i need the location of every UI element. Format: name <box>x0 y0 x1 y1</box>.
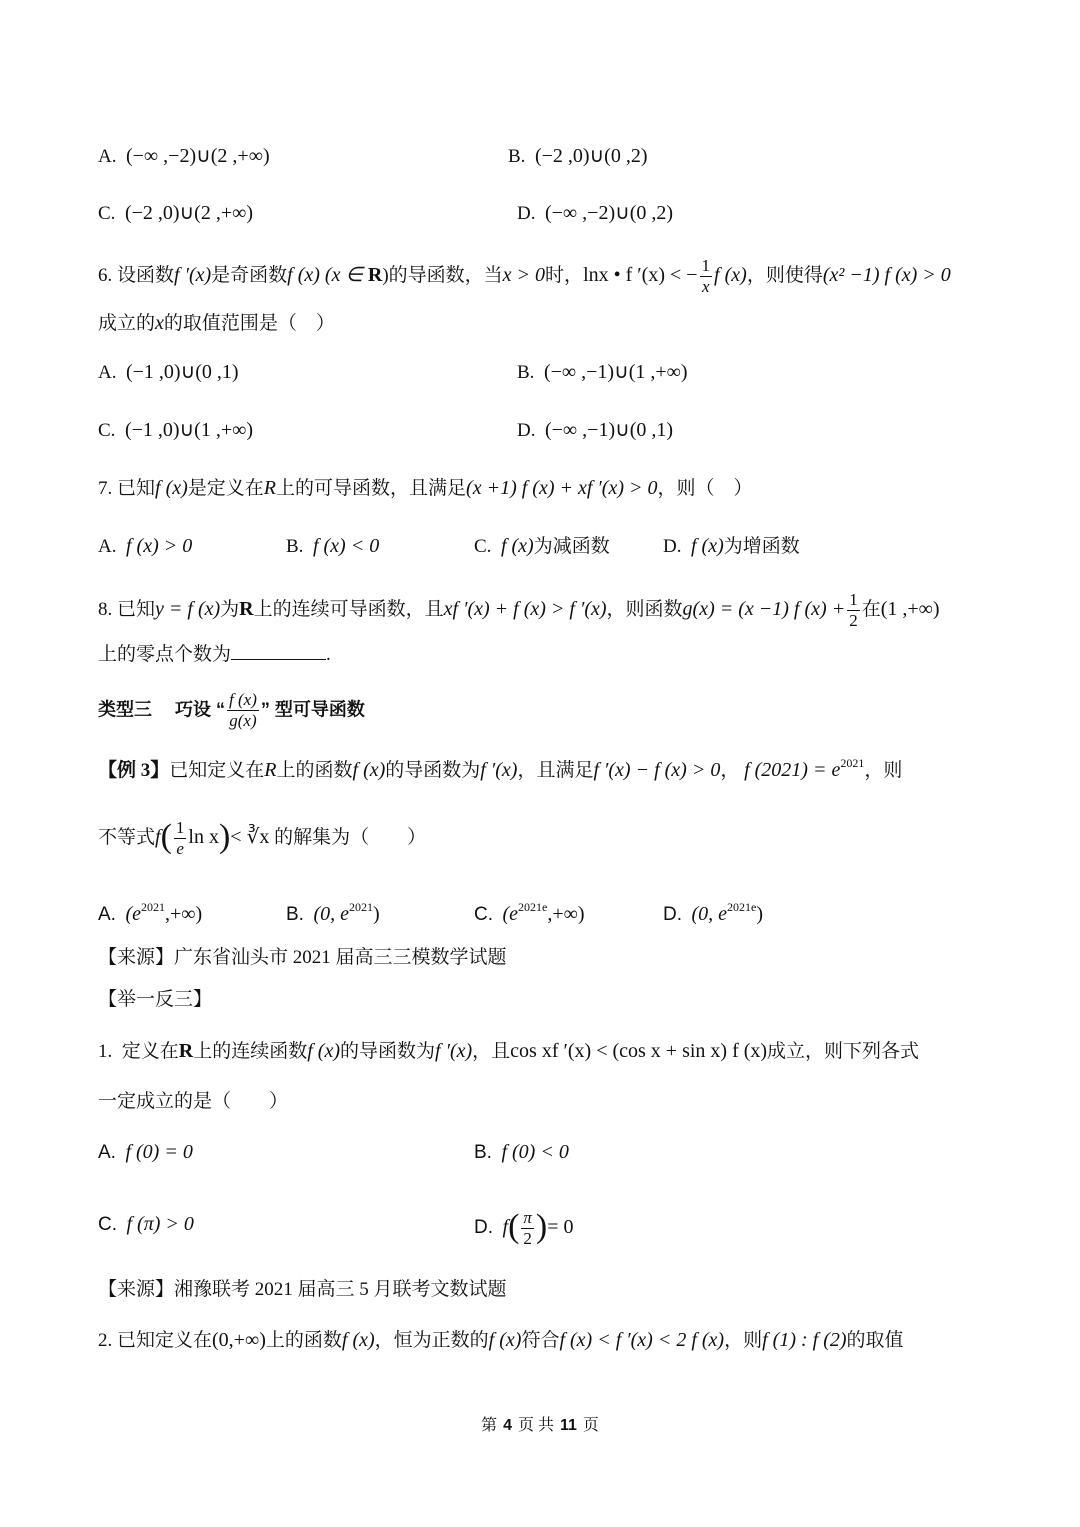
option-text: ,+∞) <box>165 903 203 925</box>
stem-text: 符合 <box>521 1330 560 1351</box>
paren-close: ) <box>535 1207 548 1245</box>
stem-text: ，且满足 <box>517 760 594 781</box>
option-text: (e <box>502 903 519 925</box>
option-label: C. <box>98 1214 117 1235</box>
stem-text: ，且 <box>472 1041 511 1062</box>
math: x <box>155 312 164 334</box>
practice-q1-line2 <box>98 1088 288 1116</box>
stem-text: ，则使得 <box>746 264 823 286</box>
option-text: (0, e <box>691 903 728 925</box>
example3-source <box>98 944 507 972</box>
option-text: (−2 ,0)∪(2 ,+∞) <box>124 202 254 224</box>
example-tag: 【例 3】 <box>98 760 170 781</box>
math-exponent: 2021e <box>727 900 757 914</box>
answer-blank[interactable] <box>231 641 326 660</box>
section-title: 型可导函数 <box>274 699 365 720</box>
stem-text: ，则 <box>724 1330 763 1351</box>
fraction-numerator: 1 <box>849 590 858 609</box>
section-heading <box>98 690 365 731</box>
option-text: (−∞ ,−1)∪(0 ,1) <box>544 419 674 441</box>
q6-stem-line1 <box>98 256 951 297</box>
stem-text: )的导函数，当 <box>382 264 503 286</box>
math: f (x) <box>352 759 386 781</box>
fraction-denominator: 2 <box>523 1229 532 1248</box>
math: f (x) <box>341 1329 375 1351</box>
stem-text: 设函数 <box>117 264 175 286</box>
example3-option-d <box>663 893 763 929</box>
stem-text: 上的连续函数 <box>193 1041 308 1062</box>
stem-text: 已知定义在 <box>169 760 265 781</box>
option-label: C. <box>474 536 492 557</box>
q5-option-c <box>98 199 253 228</box>
option-text: ,+∞) <box>547 903 585 925</box>
total-pages: 11 <box>560 1417 577 1434</box>
math: f (x) (x ∈ <box>287 263 368 286</box>
math: R <box>239 597 254 620</box>
fraction <box>700 256 713 297</box>
math: < ∛x <box>230 825 270 848</box>
q5-option-d <box>517 199 673 228</box>
stem-text: . <box>326 644 331 665</box>
stem-text: 上的函数 <box>276 760 353 781</box>
fraction <box>521 1208 534 1249</box>
math: R <box>367 263 383 286</box>
practice-heading <box>98 986 212 1014</box>
option-text: (−1 ,0)∪(0 ,1) <box>125 361 239 383</box>
fraction <box>227 690 259 731</box>
option-label: D. <box>517 203 536 224</box>
option-label: A. <box>98 146 117 167</box>
math-exponent: 2021 <box>141 900 165 914</box>
stem-text: 为 <box>220 598 240 620</box>
q8-stem-line1 <box>98 590 940 631</box>
stem-text: 上的连续可导函数，且 <box>253 598 444 620</box>
fraction-numerator: 1 <box>701 256 711 275</box>
option-text: (0, e <box>313 903 349 925</box>
page-footer <box>0 1412 1080 1435</box>
option-label: D. <box>517 420 536 441</box>
option-text: = 0 <box>547 1215 574 1238</box>
source-note: 【来源】广东省汕头市 2021 届高三三模数学试题 <box>98 947 507 968</box>
stem-text: 在 <box>861 598 881 620</box>
math: f ′(x) <box>435 1040 473 1062</box>
stem-text: 已知定义在 <box>117 1330 213 1351</box>
q6-option-d <box>517 416 673 445</box>
math: g(x) = (x −1) f (x) + <box>682 597 846 620</box>
stem-text: 上的零点个数为 <box>98 644 232 665</box>
fraction <box>174 818 187 859</box>
fraction-numerator: π <box>523 1208 532 1227</box>
fraction-numerator: 1 <box>175 818 185 837</box>
stem-text: 不等式 <box>98 826 156 848</box>
practice-q1-option-c <box>98 1210 194 1239</box>
option-text: f (x) <box>690 535 724 557</box>
question-number: 7. <box>98 478 113 499</box>
math: ln x <box>188 825 219 848</box>
stem-text: 定义在 <box>121 1041 179 1062</box>
stem-text: 是奇函数 <box>211 264 288 286</box>
option-text: (e <box>125 903 141 925</box>
example3-option-a <box>98 893 202 929</box>
math: f ′(x) <box>480 759 518 781</box>
q5-option-a <box>98 142 270 171</box>
example3-stem-line2 <box>98 818 426 859</box>
math: f (x) <box>155 477 188 499</box>
stem-text: 成立，则下列各式 <box>767 1041 920 1062</box>
footer-text: 页 共 <box>517 1417 554 1434</box>
q7-option-a <box>98 532 192 561</box>
math: R <box>178 1040 194 1062</box>
math: R <box>263 477 277 499</box>
stem-text: ，则（ ） <box>657 478 753 499</box>
math: (0,+∞) <box>212 1329 266 1351</box>
quote-mark: “ <box>216 699 226 720</box>
option-text: f (0) < 0 <box>501 1141 569 1163</box>
option-label: B. <box>286 536 304 557</box>
q6-stem-line2 <box>98 309 335 338</box>
q7-option-c <box>474 532 610 561</box>
stem-text: ，则 <box>864 760 903 781</box>
example3-option-c <box>474 893 585 929</box>
option-label: D. <box>663 536 682 557</box>
math: f <box>155 825 161 848</box>
option-text: 为增函数 <box>723 536 800 557</box>
paren-close: ) <box>218 817 231 855</box>
fraction-denominator: g(x) <box>229 711 257 730</box>
fraction <box>847 590 860 631</box>
stem-text: 的取值 <box>846 1330 904 1351</box>
option-text: f (x) < 0 <box>312 535 380 557</box>
option-label: B. <box>286 904 304 925</box>
footer-text: 页 <box>582 1417 599 1434</box>
option-label: C. <box>98 420 116 441</box>
math-exponent: 2021 <box>349 900 373 914</box>
option-text: (−∞ ,−1)∪(1 ,+∞) <box>543 361 688 383</box>
option-text: f (x) > 0 <box>125 535 193 557</box>
stem-text: ， <box>720 760 740 781</box>
q5-option-b <box>508 142 648 171</box>
q6-option-a <box>98 358 239 387</box>
math: f (1) : f (2) <box>762 1329 847 1351</box>
stem-text: ，恒为正数的 <box>374 1330 489 1351</box>
stem-text: 已知 <box>117 598 156 620</box>
option-label: A. <box>98 362 117 383</box>
math: f <box>502 1215 509 1238</box>
option-text: ) <box>373 903 380 925</box>
math: f ′(x) − f (x) > 0 <box>593 759 721 781</box>
stem-text: 已知 <box>117 478 156 499</box>
stem-text: 上的函数 <box>265 1330 342 1351</box>
source-note: 【来源】湘豫联考 2021 届高三 5 月联考文数试题 <box>98 1279 507 1300</box>
option-text: (−∞ ,−2)∪(2 ,+∞) <box>125 145 270 167</box>
q8-stem-line2 <box>98 641 331 669</box>
option-text: (−2 ,0)∪(0 ,2) <box>534 145 648 167</box>
option-label: C. <box>474 904 493 925</box>
math: R <box>264 759 277 781</box>
math-exponent: 2021 <box>840 756 865 770</box>
math-exponent: 2021e <box>518 900 548 914</box>
question-number: 8. <box>98 598 113 620</box>
math: lnx • f ′(x) < − <box>583 263 698 286</box>
practice-title: 【举一反三】 <box>98 989 213 1010</box>
math: f (x) <box>307 1040 340 1062</box>
math: f (x) < f ′(x) < 2 f (x) <box>559 1329 725 1351</box>
section-title: 类型三 巧设 <box>98 699 212 720</box>
stem-text: 成立的 <box>98 313 156 334</box>
q7-stem <box>98 474 753 503</box>
q7-option-b <box>286 532 379 561</box>
option-label: C. <box>98 203 116 224</box>
q6-option-c <box>98 416 253 445</box>
paren-open: ( <box>508 1207 520 1245</box>
q6-option-b <box>517 358 688 387</box>
math: (x +1) f (x) + xf ′(x) > 0 <box>466 477 658 499</box>
stem-text: 时， <box>545 264 584 286</box>
option-label: D. <box>474 1216 493 1238</box>
option-label: B. <box>517 362 535 383</box>
math: f (x) <box>714 263 747 286</box>
question-number: 1. <box>98 1041 113 1062</box>
option-text: (−∞ ,−2)∪(0 ,2) <box>544 202 674 224</box>
math: f (2021) = e <box>744 759 841 781</box>
stem-text: ，则函数 <box>606 598 683 620</box>
stem-text: 的取值范围是（ ） <box>163 313 335 334</box>
option-text: f (0) = 0 <box>125 1141 193 1163</box>
practice-q1-option-b <box>474 1138 569 1167</box>
math: f (x) <box>488 1329 522 1351</box>
option-label: A. <box>98 536 117 557</box>
practice-q1-option-d <box>474 1208 574 1249</box>
option-text: ) <box>756 903 764 925</box>
fraction-numerator: f (x) <box>229 690 257 709</box>
option-label: A. <box>98 904 116 925</box>
math: y = f (x) <box>155 597 221 620</box>
option-label: D. <box>663 904 682 925</box>
question-number: 6. <box>98 264 113 286</box>
practice-q2-line1 <box>98 1326 904 1355</box>
example3-option-b <box>286 893 380 929</box>
math: cos xf ′(x) < (cos x + sin x) f (x) <box>510 1040 768 1062</box>
option-label: B. <box>508 146 526 167</box>
practice-q1-option-a <box>98 1138 193 1167</box>
paren-open: ( <box>160 817 172 855</box>
fraction-denominator: 2 <box>849 611 858 630</box>
stem-text: 的解集为（ ） <box>274 826 427 848</box>
practice-q1-source <box>98 1276 507 1304</box>
math: xf ′(x) + f (x) > f ′(x) <box>443 597 607 620</box>
quote-mark: ” <box>260 699 270 720</box>
example3-stem-line1 <box>98 749 902 785</box>
q7-option-d <box>663 532 800 561</box>
math: f ′(x) <box>174 263 212 286</box>
stem-text: 是定义在 <box>187 478 264 499</box>
math: x > 0 <box>502 263 546 286</box>
fraction-denominator: e <box>176 839 184 858</box>
stem-text: 一定成立的是（ ） <box>98 1091 289 1112</box>
fraction-denominator: x <box>702 277 710 296</box>
question-number: 2. <box>98 1330 113 1351</box>
stem-text: 的导函数为 <box>385 760 481 781</box>
footer-text: 第 <box>481 1417 498 1434</box>
option-label: B. <box>474 1142 492 1163</box>
option-text: 为减函数 <box>533 536 610 557</box>
option-text: (−1 ,0)∪(1 ,+∞) <box>124 419 254 441</box>
practice-q1-line1 <box>98 1037 919 1066</box>
option-label: A. <box>98 1142 116 1163</box>
math: (1 ,+∞) <box>880 597 940 620</box>
option-text: f (π) > 0 <box>126 1213 194 1235</box>
stem-text: 的导函数为 <box>340 1041 436 1062</box>
stem-text: 上的可导函数，且满足 <box>276 478 467 499</box>
page-number: 4 <box>503 1417 512 1434</box>
option-text: f (x) <box>500 535 534 557</box>
math: (x² −1) f (x) > 0 <box>822 263 951 286</box>
